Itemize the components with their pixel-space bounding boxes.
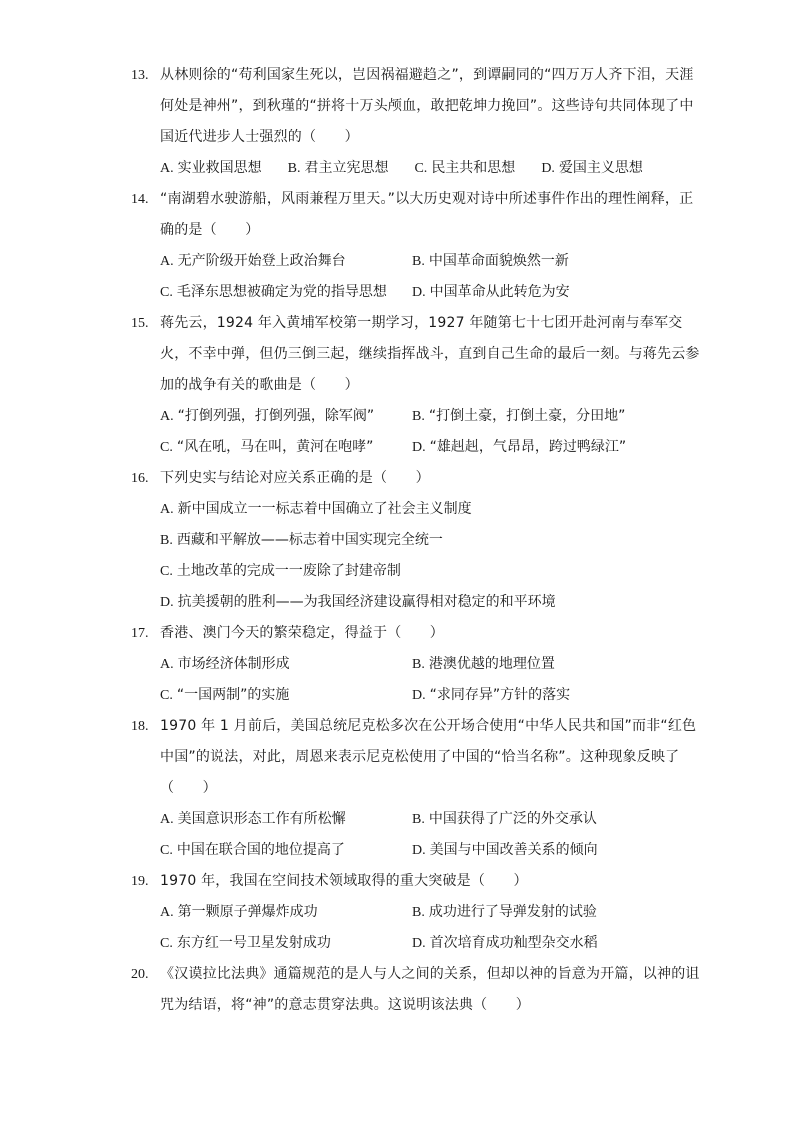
option-list xyxy=(160,649,700,711)
option-letter: D. xyxy=(412,285,426,300)
option-text: 土地改革的完成一一废除了封建帝制 xyxy=(176,563,401,579)
option-letter: C. xyxy=(160,688,173,703)
question-number: 16. xyxy=(131,471,149,486)
option-text: 中国革命从此转危为安 xyxy=(429,284,570,300)
option-text: “打倒列强，打倒列强，除军阀” xyxy=(177,408,375,424)
option-text: 新中国成立一一标志着中国确立了社会主义制度 xyxy=(177,501,472,517)
question-number: 15. xyxy=(131,316,149,331)
question-17 xyxy=(0,618,700,711)
option-text: 君主立宪思想 xyxy=(304,160,389,176)
option-letter: D. xyxy=(541,161,555,176)
option-list xyxy=(160,804,700,866)
option-letter: D. xyxy=(160,595,174,610)
option-text: 西藏和平解放——标志着中国实现完全统一 xyxy=(176,532,443,548)
option-letter: B. xyxy=(412,409,425,424)
question-18 xyxy=(0,711,700,866)
option-d xyxy=(412,277,702,308)
option-c xyxy=(160,835,412,866)
option-b xyxy=(160,525,700,556)
question-number: 14. xyxy=(131,192,149,207)
option-b xyxy=(412,804,702,835)
option-c xyxy=(160,680,412,711)
option-text: 中国革命面貌焕然一新 xyxy=(428,253,569,269)
question-list xyxy=(0,60,794,1021)
option-letter: A. xyxy=(160,409,174,424)
question-number: 20. xyxy=(131,967,149,982)
question-number: 18. xyxy=(131,719,149,734)
option-c xyxy=(160,432,412,463)
option-text: 抗美援朝的胜利——为我国经济建设赢得相对稳定的和平环境 xyxy=(177,594,556,610)
option-text: “打倒土豪，打倒土豪，分田地” xyxy=(428,408,626,424)
option-letter: A. xyxy=(160,161,174,176)
option-text: 爱国主义思想 xyxy=(558,160,643,176)
option-a xyxy=(160,649,412,680)
option-a xyxy=(160,897,412,928)
question-20 xyxy=(0,959,700,1021)
option-letter: B. xyxy=(287,161,301,176)
option-text: 首次培育成功籼型杂交水稻 xyxy=(429,935,598,951)
option-text: 市场经济体制形成 xyxy=(177,656,290,672)
option-d xyxy=(412,680,702,711)
option-d xyxy=(160,587,700,618)
option-list xyxy=(160,401,700,463)
option-letter: B. xyxy=(412,657,425,672)
question-13 xyxy=(0,60,700,184)
option-d xyxy=(412,835,702,866)
question-number: 13. xyxy=(131,68,149,83)
option-d xyxy=(412,432,702,463)
question-number: 17. xyxy=(131,626,149,641)
question-number: 19. xyxy=(131,874,149,889)
option-text: 第一颗原子弹爆炸成功 xyxy=(177,904,318,920)
question-19 xyxy=(0,866,700,959)
option-a xyxy=(160,401,412,432)
question-14 xyxy=(0,184,700,308)
option-letter: C. xyxy=(160,440,173,455)
option-letter: C. xyxy=(414,161,428,176)
option-text: “求同存异”方针的落实 xyxy=(429,687,571,703)
question-stem: 下列史实与结论对应关系正确的是（ ） xyxy=(160,470,430,486)
option-letter: D. xyxy=(412,843,426,858)
option-letter: B. xyxy=(412,812,425,827)
option-a xyxy=(160,494,700,525)
option-letter: A. xyxy=(160,905,174,920)
option-d xyxy=(541,153,643,184)
question-stem: 《汉谟拉比法典》通篇规范的是人与人之间的关系，但却以神的旨意为开篇，以神的诅咒为结语，将“神”的意志贯穿法典。这说明该法典（ ） xyxy=(160,966,700,1013)
option-letter: A. xyxy=(160,254,174,269)
option-text: 东方红一号卫星发射成功 xyxy=(176,935,331,951)
question-stem: 1970 年 1 月前后，美国总统尼克松多次在公开场合使用“中华人民共和国”而非“红色中国”的说法，对此，周恩来表示尼克松使用了中国的“恰当名称”。这种现象反映了（ ） xyxy=(160,718,697,796)
question-15 xyxy=(0,308,700,463)
option-letter: A. xyxy=(160,657,174,672)
option-list xyxy=(160,494,700,618)
option-letter: C. xyxy=(160,936,173,951)
option-list xyxy=(160,246,700,308)
option-a xyxy=(160,246,412,277)
option-b xyxy=(412,649,702,680)
question-stem: “南湖碧水驶游船，风雨兼程万里天。”以大历史观对诗中所述事件作出的理性阐释，正确的是（ ） xyxy=(160,191,694,238)
option-text: 美国意识形态工作有所松懈 xyxy=(177,811,346,827)
option-c xyxy=(414,153,515,184)
option-text: 中国获得了广泛的外交承认 xyxy=(428,811,597,827)
option-letter: A. xyxy=(160,812,174,827)
exam-page xyxy=(0,60,794,1021)
option-text: “风在吼，马在叫，黄河在咆哮” xyxy=(176,439,374,455)
option-a xyxy=(160,804,412,835)
option-letter: C. xyxy=(160,843,173,858)
option-letter: B. xyxy=(412,254,425,269)
option-text: “一国两制”的实施 xyxy=(176,687,290,703)
option-b xyxy=(412,897,702,928)
option-list xyxy=(160,153,700,184)
option-letter: A. xyxy=(160,502,174,517)
question-stem: 蒋先云，1924 年入黄埔军校第一期学习，1927 年随第七十七团开赴河南与奉军交火，不幸中弹，但仍三倒三起，继续指挥战斗，直到自己生命的最后一刻。与蒋先云参加的战争有关的歌曲是（ ） xyxy=(160,315,700,393)
option-text: 港澳优越的地理位置 xyxy=(428,656,555,672)
option-text: 实业救国思想 xyxy=(177,160,262,176)
option-text: 毛泽东思想被确定为党的指导思想 xyxy=(176,284,387,300)
option-text: 民主共和思想 xyxy=(431,160,516,176)
option-letter: C. xyxy=(160,564,173,579)
option-letter: D. xyxy=(412,688,426,703)
option-letter: B. xyxy=(160,533,173,548)
option-text: 美国与中国改善关系的倾向 xyxy=(429,842,598,858)
question-stem: 香港、澳门今天的繁荣稳定，得益于（ ） xyxy=(160,625,444,641)
option-a xyxy=(160,153,262,184)
question-stem: 从林则徐的“苟利国家生死以，岂因祸福避趋之”，到谭嗣同的“四万万人齐下泪，天涯何处是神州”，到秋瑾的“拼将十万头颅血，敢把乾坤力挽回”。这些诗句共同体现了中国近代进步人士强烈的（ ） xyxy=(160,67,694,145)
question-16 xyxy=(0,463,700,618)
option-list xyxy=(160,897,700,959)
option-b xyxy=(288,153,389,184)
option-text: “雄赳赳，气昂昂，跨过鸭绿江” xyxy=(429,439,627,455)
option-text: 成功进行了导弹发射的试验 xyxy=(428,904,597,920)
option-b xyxy=(412,246,702,277)
option-letter: C. xyxy=(160,285,173,300)
option-letter: B. xyxy=(412,905,425,920)
option-text: 无产阶级开始登上政治舞台 xyxy=(177,253,346,269)
question-stem: 1970 年，我国在空间技术领域取得的重大突破是（ ） xyxy=(160,873,528,889)
option-c xyxy=(160,928,412,959)
option-letter: D. xyxy=(412,440,426,455)
option-text: 中国在联合国的地位提高了 xyxy=(176,842,345,858)
option-letter: D. xyxy=(412,936,426,951)
option-c xyxy=(160,556,700,587)
option-d xyxy=(412,928,702,959)
option-b xyxy=(412,401,702,432)
option-c xyxy=(160,277,412,308)
